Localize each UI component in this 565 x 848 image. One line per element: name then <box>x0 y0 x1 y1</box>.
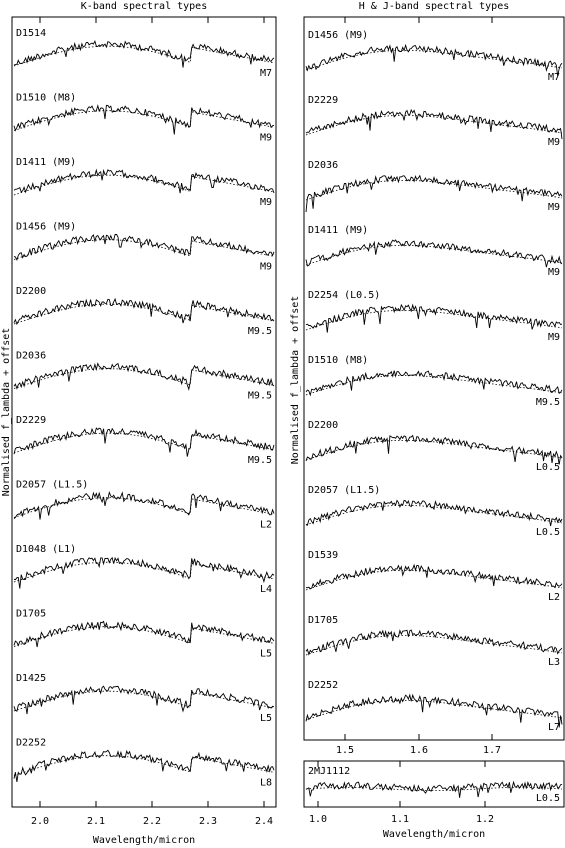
spectral-type-label: M7 <box>547 72 560 83</box>
spectral-type-label: L7 <box>547 722 560 733</box>
series-name-label: D1456 (M9) <box>16 221 77 233</box>
object-spectrum-line <box>306 500 562 526</box>
hj-band-title: H & J-band spectral types <box>358 1 510 12</box>
series-name-label: D2200 <box>308 420 339 431</box>
object-spectrum-line <box>14 41 274 67</box>
series-name-label: D2057 (L1.5) <box>308 485 381 496</box>
spectral-type-label: L3 <box>547 657 560 668</box>
object-spectrum-line <box>14 235 274 260</box>
object-spectrum-line <box>14 170 274 193</box>
spectral-type-label: M9 <box>547 267 560 278</box>
series-name-label: D2229 <box>308 95 339 106</box>
series-name-label: D1048 (L1) <box>16 544 77 555</box>
template-spectrum-line <box>306 115 562 135</box>
object-spectrum-line <box>306 305 562 333</box>
template-spectrum-line <box>14 175 274 195</box>
x-tick-label: 2.4 <box>254 816 274 827</box>
spectral-type-label: M9 <box>547 332 560 343</box>
spectral-type-label: M9.5 <box>247 455 272 466</box>
object-spectrum-line <box>306 176 562 212</box>
spectral-type-label: L5 <box>259 713 272 724</box>
x-tick-label: 1.5 <box>335 745 355 756</box>
series-name-label: D2252 <box>16 737 47 749</box>
object-spectrum-line <box>14 428 274 457</box>
template-spectrum-line <box>14 498 274 518</box>
series-name-label: D1425 <box>16 673 47 684</box>
series-name-label: D1539 <box>308 550 339 561</box>
object-spectrum-line <box>306 371 562 395</box>
object-spectrum-line <box>306 436 562 465</box>
object-spectrum-line <box>306 695 562 727</box>
x-tick-label: 1.2 <box>475 814 495 825</box>
object-spectrum-line <box>306 630 562 654</box>
series-name-label: D1705 <box>308 615 339 626</box>
series-name-label: D2229 <box>16 415 47 426</box>
object-spectrum-line <box>306 45 562 76</box>
spectral-type-label: M9 <box>259 197 272 208</box>
series-name-label: D2036 <box>16 350 47 362</box>
series-name-label: D1411 (M9) <box>308 225 369 236</box>
x-tick-label: 2.0 <box>30 816 50 827</box>
spectral-type-label: M9 <box>259 261 272 273</box>
k-band-ylabel: Normalised f_lambda + offset <box>1 327 12 497</box>
spectral-type-label: L5 <box>259 648 272 660</box>
object-spectrum-line <box>14 364 274 390</box>
spectral-type-label: M9.5 <box>247 390 272 402</box>
spectral-type-label: M9 <box>547 202 560 213</box>
series-name-label: D1705 <box>16 608 47 620</box>
object-spectrum-line <box>14 686 274 714</box>
spectral-type-label: L0.5 <box>535 793 560 804</box>
x-tick-label: 1.0 <box>308 814 328 825</box>
template-spectrum-line <box>306 635 562 655</box>
spectral-type-label: L0.5 <box>535 462 560 473</box>
series-name-label: D1510 (M8) <box>308 355 369 366</box>
k-band-title: K-band spectral types <box>80 1 208 12</box>
series-name-label: D1411 (M9) <box>16 157 77 168</box>
series-name-label: D1514 <box>16 28 47 39</box>
template-spectrum-line <box>14 46 274 66</box>
hj-band-ylabel: Normalised f_lambda + offset <box>290 295 301 465</box>
object-spectrum-line <box>14 299 274 324</box>
spectral-type-label: L2 <box>259 519 272 531</box>
spectral-type-label: M9.5 <box>247 326 272 337</box>
object-spectrum-line <box>14 621 274 647</box>
object-spectrum-line <box>14 558 274 589</box>
k-band-panel-frame <box>12 17 276 807</box>
spectral-type-label: M9 <box>259 132 272 144</box>
spectral-type-label: L4 <box>259 584 272 595</box>
spectral-type-label: L0.5 <box>535 527 560 538</box>
x-tick-label: 1.1 <box>390 814 410 825</box>
x-tick-label: 2.3 <box>198 816 218 827</box>
series-name-label: D2200 <box>16 286 47 297</box>
object-spectrum-line <box>306 782 562 798</box>
j-band-xlabel: Wavelength/micron <box>382 829 486 840</box>
series-name-label: D2254 (L0.5) <box>308 290 381 301</box>
x-tick-label: 2.1 <box>86 816 106 827</box>
spectral-type-label: L2 <box>547 592 560 603</box>
series-name-label: D2252 <box>308 680 339 691</box>
series-name-label: D1456 (M9) <box>308 30 369 41</box>
hj-band-panel-frame <box>304 17 564 740</box>
spectral-type-label: M9 <box>547 137 560 148</box>
template-spectrum-line <box>14 562 274 582</box>
x-tick-label: 1.6 <box>409 745 429 756</box>
object-spectrum-line <box>306 110 562 139</box>
series-name-label: D2057 (L1.5) <box>16 479 89 491</box>
series-name-label: 2MJ1112 <box>308 766 351 777</box>
series-name-label: D2036 <box>308 160 339 171</box>
object-spectrum-line <box>14 750 274 782</box>
x-tick-label: 1.7 <box>482 745 502 756</box>
object-spectrum-line <box>14 493 274 520</box>
series-name-label: D1510 (M8) <box>16 92 77 104</box>
object-spectrum-line <box>306 565 562 589</box>
k-band-xlabel: Wavelength/micron <box>92 835 196 846</box>
x-tick-label: 2.2 <box>142 816 162 827</box>
object-spectrum-line <box>306 240 562 267</box>
object-spectrum-line <box>14 105 274 134</box>
spectral-type-label: M9.5 <box>535 397 560 408</box>
spectral-type-label: M7 <box>259 68 272 79</box>
template-spectrum-line <box>14 369 274 389</box>
template-spectrum-line <box>14 627 274 647</box>
spectral-type-label: L8 <box>259 777 272 789</box>
